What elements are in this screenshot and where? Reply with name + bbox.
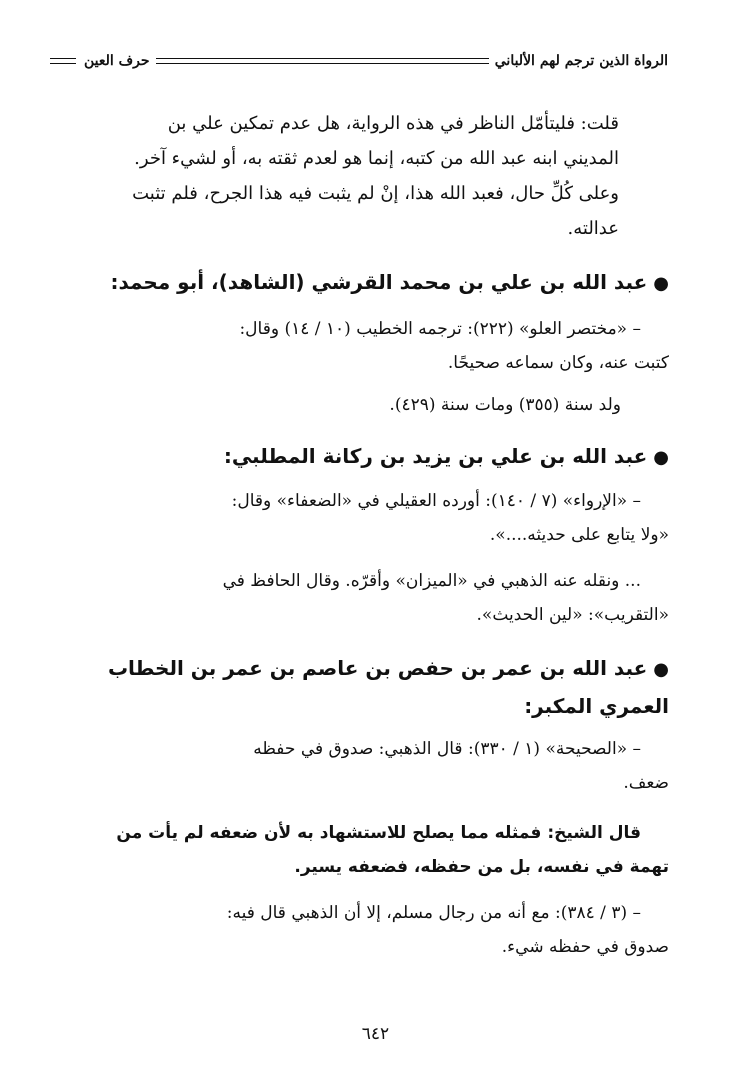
entry-line: – «الإرواء» (٧ / ١٤٠): أورده العقيلي في «الضعفاء» وقال: bbox=[231, 491, 641, 511]
entry-line: ... ونقله عنه الذهبي في «الميزان» وأقرّه. وقال الحافظ في bbox=[222, 571, 641, 591]
header-rule-end bbox=[50, 58, 76, 64]
bullet-icon: ● bbox=[653, 447, 669, 468]
entry-line: «التقريب»: «لين الحديث». bbox=[476, 605, 669, 625]
intro-line: المديني ابنه عبد الله من كتبه، إنما هو لعدم ثقته به، أو لشيء آخر. bbox=[134, 148, 619, 169]
entry-body-tail bbox=[52, 896, 669, 964]
entry-heading bbox=[52, 648, 669, 690]
entry-name: العمري المكبر: bbox=[524, 694, 669, 718]
entry-line: «ولا يتابع على حديثه....». bbox=[489, 525, 669, 545]
entry-line: – (٣ / ٣٨٤): مع أنه من رجال مسلم، إلا أن الذهبي قال فيه: bbox=[226, 903, 641, 923]
running-header bbox=[50, 48, 668, 74]
entry-body bbox=[52, 312, 669, 422]
entry-body bbox=[52, 484, 669, 632]
entry-name: عبد الله بن عمر بن حفص بن عاصم بن عمر بن الخطاب bbox=[107, 656, 648, 680]
intro-line: عدالته. bbox=[567, 218, 619, 239]
entry-heading bbox=[52, 436, 669, 478]
sheikh-line: تهمة في نفسه، بل من حفظه، فضعفه يسير. bbox=[294, 857, 669, 877]
sheikh-line: قال الشيخ: فمثله مما يصلح للاستشهاد به لأن ضعفه لم يأت من bbox=[116, 823, 641, 843]
entry-name: عبد الله بن علي بن يزيد بن ركانة المطلبي: bbox=[223, 444, 648, 468]
entry-line: – «مختصر العلو» (٢٢٢): ترجمه الخطيب (١٠ / ١٤) وقال: bbox=[239, 319, 641, 339]
sheikh-comment bbox=[52, 816, 669, 884]
entry-line: صدوق في حفظه شيء. bbox=[501, 937, 669, 957]
entry-line: – «الصحيحة» (١ / ٣٣٠): قال الذهبي: صدوق في حفظه bbox=[253, 739, 641, 759]
bullet-icon: ● bbox=[653, 273, 669, 294]
entry-name: عبد الله بن علي بن محمد القرشي (الشاهد)، أبو محمد: bbox=[110, 270, 648, 294]
page-number: ٦٤٢ bbox=[361, 1024, 390, 1044]
entry-line: ولد سنة (٣٥٥) ومات سنة (٤٢٩). bbox=[389, 395, 621, 415]
entry-body bbox=[52, 732, 669, 800]
section-title: حرف العين bbox=[84, 53, 150, 69]
intro-paragraph bbox=[52, 106, 619, 246]
entry-line: ضعف. bbox=[623, 773, 669, 793]
header-rule bbox=[156, 58, 489, 64]
intro-line: وعلى كُلِّ حال، فعبد الله هذا، إنْ لم يثبت فيه هذا الجرح، فلم تثبت bbox=[132, 183, 619, 204]
entry-heading-continued bbox=[52, 686, 669, 726]
entry-line: كتبت عنه، وكان سماعه صحيحًا. bbox=[447, 353, 669, 373]
book-title: الرواة الذين ترجم لهم الألباني bbox=[494, 53, 668, 69]
intro-line: قلت: فليتأمّل الناظر في هذه الرواية، هل عدم تمكين علي بن bbox=[167, 113, 619, 134]
entry-heading bbox=[52, 262, 669, 304]
bullet-icon: ● bbox=[653, 659, 669, 680]
